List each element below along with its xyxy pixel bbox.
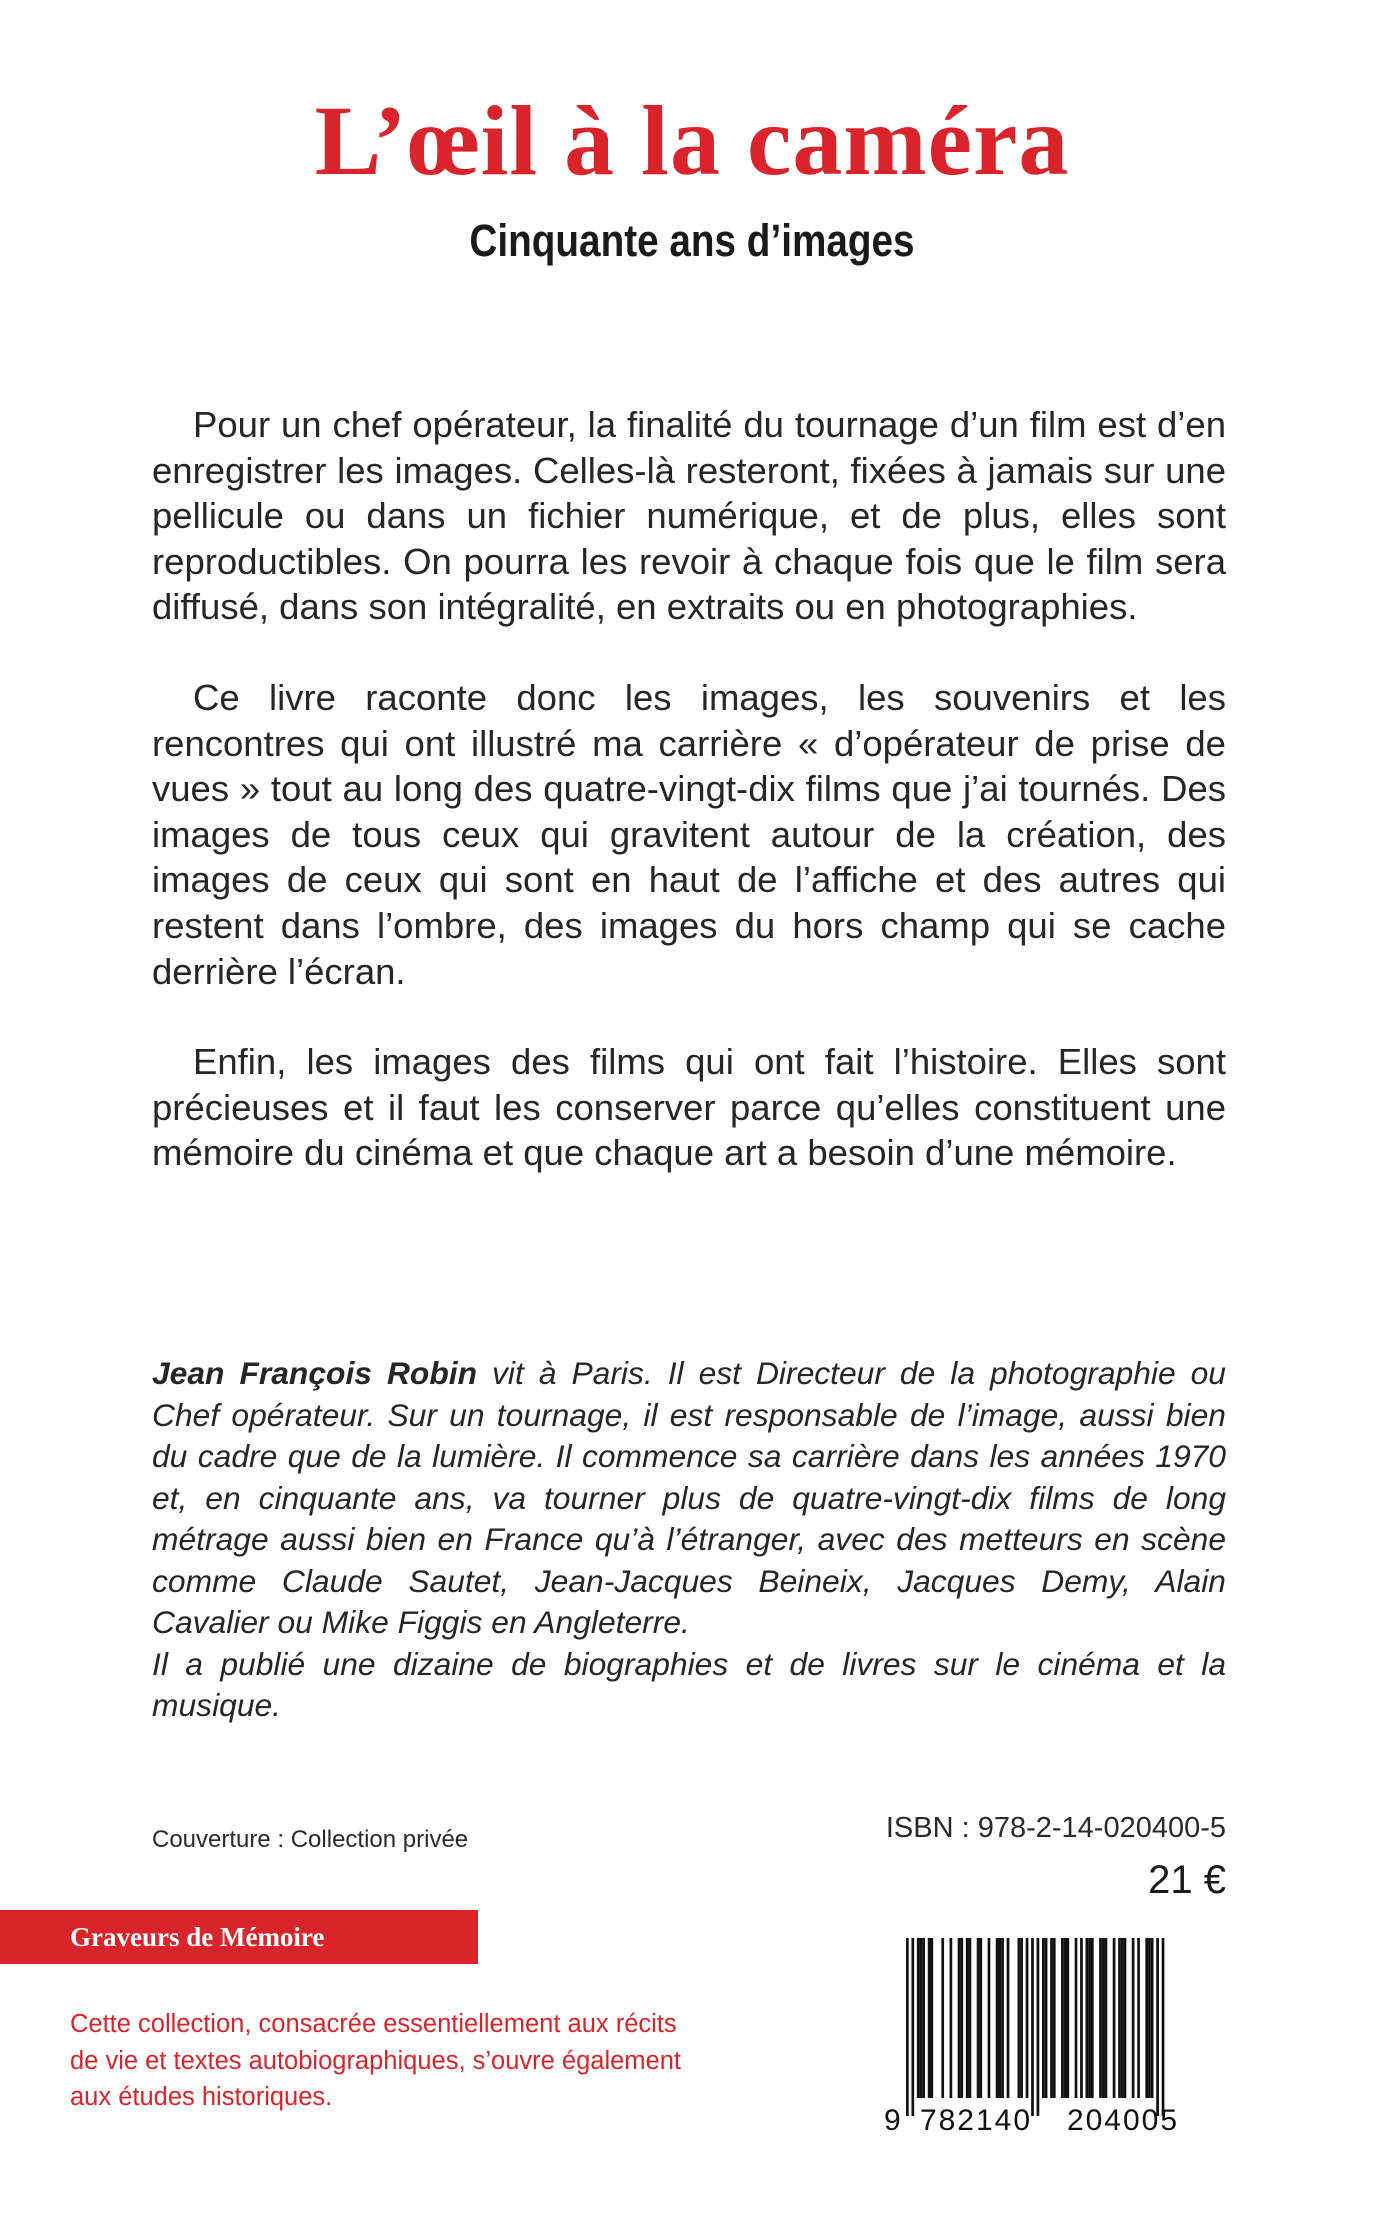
barcode-bar [1080,1938,1083,2098]
barcode-bar [1045,1938,1048,2098]
barcode-bar [1156,1938,1159,2116]
barcode-bar [1018,1938,1021,2098]
barcode-bar [1075,1938,1078,2098]
blurb-paragraph: Ce livre raconte donc les images, les souvenirs et les rencontres qui ont illustré ma carrière « d’opérateur de prise de vues » tout au long des quatre-vingt-dix films que j’ai tournés. Des images de tous ceux qui gravitent autour de la création, des images de ceux qui sont en haut de l’affiche et des autres qui restent dans l’ombre, des images du hors champ qui se cache derrière l’écran. [152,676,1226,992]
book-subtitle: Cinquante ans d’images [469,215,915,266]
author-name: Jean François Robin [152,1355,478,1391]
barcode-bar [958,1938,961,2098]
barcode-bar [950,1938,953,2098]
series-name: Graveurs de Mémoire [0,1910,478,1964]
barcode-bar [988,1938,991,2098]
barcode-bar [1145,1938,1148,2098]
barcode [876,1934,1212,2154]
barcode-bar [941,1938,944,2098]
barcode-right-digits: 204005 [1066,2104,1180,2137]
book-title: L’œil à la caméra [314,85,1070,196]
blurb [152,402,1226,1221]
blurb-paragraph: Enfin, les images des films qui ont fait l’histoire. Elles sont précieuses et il faut les conserver parce qu’elles constituent une mémoire du cinéma et que chaque art a besoin d’une mémoire. [152,1041,1226,1174]
price: 21 € [1148,1858,1226,1902]
barcode-bar [1037,1938,1040,2116]
barcode-bar [996,1938,999,2098]
isbn: ISBN : 978-2-14-020400-5 [885,1812,1226,1844]
barcode-bar [1086,1938,1089,2098]
collection-line: Cette collection, consacrée essentiellement aux récits [70,2010,677,2038]
barcode-bar [1121,1938,1124,2098]
barcode-bar [966,1938,969,2098]
barcode-bar [930,1938,933,2098]
barcode-bar [906,1938,909,2116]
barcode-bar [1064,1938,1067,2098]
barcode-bar [979,1938,982,2098]
author-bio-paragraph-2: Il a publié une dizaine de biographies et de livres sur le cinéma et la musique. [152,1645,1226,1723]
author-bio-text: vit à Paris. Il est Directeur de la photographie ou Chef opérateur. Sur un tournage, il est responsable de l’image, aussi bien du cadre que de la lumière. Il commence sa carrière dans les années 1970 et, en cinquante ans, va tourner plus de quatre-vingt-dix films de long métrage aussi bien en France qu’à l’étranger, avec des metteurs en scène comme Claude Sautet, Jean-Jacques Beineix, Jacques Demy, Alain Cavalier ou Mike Figgis en Angleterre. [152,1355,1226,1640]
collection-description [70,2006,720,2116]
author-bio [152,1353,1226,1727]
barcode-bar [1132,1938,1135,2098]
barcode-bar [1124,1938,1127,2098]
barcode-left-digits: 782140 [919,2104,1033,2137]
barcode-bar [1099,1938,1102,2098]
barcode-bar [1113,1938,1116,2098]
barcode-bar [1091,1938,1094,2098]
barcode-bar [1001,1938,1004,2098]
barcode-bar [1007,1938,1010,2098]
barcode-bar [1102,1938,1105,2098]
barcode-bar [969,1938,972,2098]
barcode-bar [1053,1938,1056,2098]
barcode-bar [1105,1938,1108,2098]
cover-credit: Couverture : Collection privée [152,1826,469,1853]
barcode-bar [917,1938,920,2098]
barcode-bar [1061,1938,1064,2098]
barcode-bar [922,1938,925,2098]
blurb-paragraph: Pour un chef opérateur, la finalité du tournage d’un film est d’en enregistrer les images. Celles-là resteront, fixées à jamais sur une pellicule ou dans un fichier numérique, et de plus, elles sont reproductibles. On pourra les revoir à chaque fois que le film sera diffusé, dans son intégralité, en extraits ou en photographies. [152,404,1226,628]
barcode-bar [1050,1938,1053,2098]
barcode-bar [998,1938,1001,2098]
barcode-bar [928,1938,931,2098]
barcode-bar [1151,1938,1154,2098]
barcode-bar [1118,1938,1121,2098]
barcode-bar [1020,1938,1023,2098]
barcode-bar [1031,1938,1034,2116]
barcode-bar [1088,1938,1091,2098]
collection-line: aux études historiques. [70,2083,333,2111]
barcode-prefix-digit: 9 [884,2104,901,2137]
barcode-bar [1026,1938,1029,2098]
barcode-bar [960,1938,963,2098]
barcode-bar [977,1938,980,2098]
barcode-bar [920,1938,923,2098]
collection-line: de vie et textes autobiographiques, s’ouvre également [70,2046,681,2075]
barcode-bar [911,1938,914,2116]
barcode-bar [1162,1938,1165,2116]
barcode-bar [1066,1938,1069,2098]
barcode-bar [1137,1938,1140,2098]
author-bio-paragraph [152,1353,1226,1644]
barcode-bar [1148,1938,1151,2098]
barcode-bar [1042,1938,1045,2098]
